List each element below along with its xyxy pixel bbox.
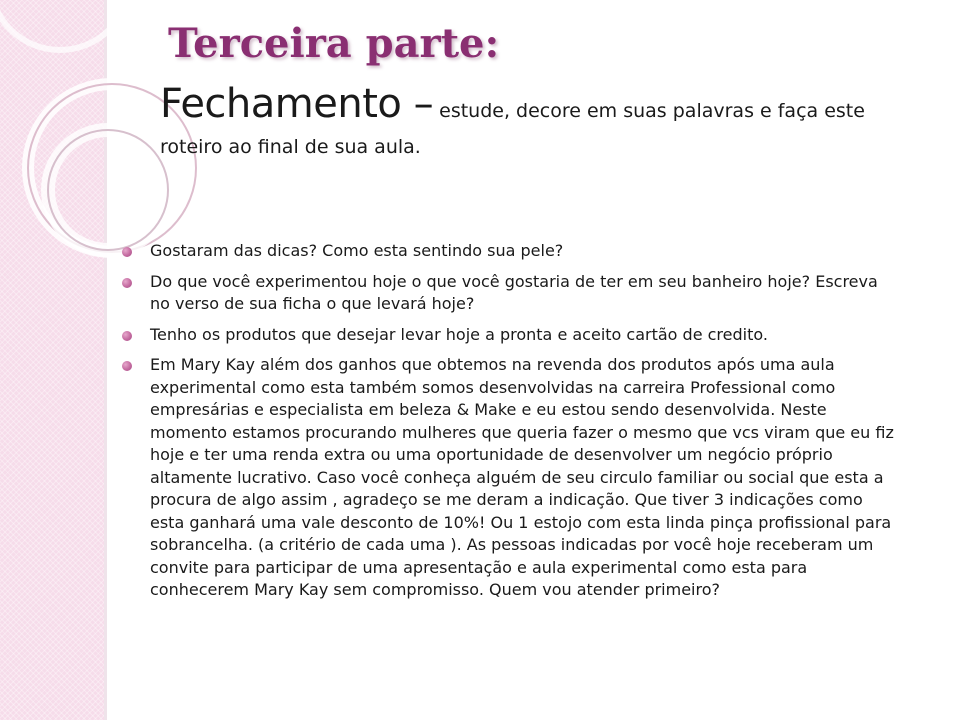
bullet-text: Do que você experimentou hoje o que você gostaria de ter em seu banheiro hoje? Escreva no verso de sua ficha o que levará hoje? [150, 271, 878, 313]
title-subtitle-line2: roteiro ao final de sua aula. [160, 136, 421, 158]
bullet-icon [122, 247, 132, 257]
bullet-item [122, 324, 902, 347]
ring-top [0, 0, 130, 50]
bullet-icon [122, 278, 132, 288]
bullet-icon [122, 361, 132, 371]
ring-inner-shadow [48, 130, 168, 250]
slide-title [160, 76, 920, 162]
bullet-item [122, 354, 902, 602]
bullet-text: Tenho os produtos que desejar levar hoje a pronta e aceito cartão de credito. [150, 324, 768, 344]
bullet-item [122, 271, 902, 316]
bullet-text: Em Mary Kay além dos ganhos que obtemos na revenda dos produtos após uma aula experimental como esta também somos desenvolvidas na carreira Professional como empresárias e especialista em beleza & Make e eu estou sendo desenvolvida. Neste momento estamos procurando mulheres que queria fazer o mesmo que vcs viram que eu fiz hoje e ter uma renda extra ou uma oportunidade de desenvolver um negócio próprio altamente lucrativo. Caso você conheça alguém de seu circulo familiar ou social que esta a procura de algo assim , agradeço se me deram a indicação. Que tiver 3 indicações como esta ganhará uma vale desconto de 10%! Ou 1 estojo com esta linda pinça profissional para sobrancelha. (a critério de cada uma ). As pessoas indicadas por você hoje receberam um convite para participar de uma apresentação e aula experimental como esta para conhecerem Mary Kay sem compromisso. Quem vou atender primeiro? [150, 355, 894, 599]
title-keyword: Fechamento – [160, 81, 434, 127]
bullet-list [122, 240, 902, 610]
slide-title-heading: Terceira parte: [168, 20, 500, 67]
bullet-item [122, 240, 902, 263]
bullet-icon [122, 331, 132, 341]
title-subtitle: estude, decore em suas palavras e faça este [433, 100, 865, 122]
bullet-text: Gostaram das dicas? Como esta sentindo sua pele? [150, 241, 564, 260]
